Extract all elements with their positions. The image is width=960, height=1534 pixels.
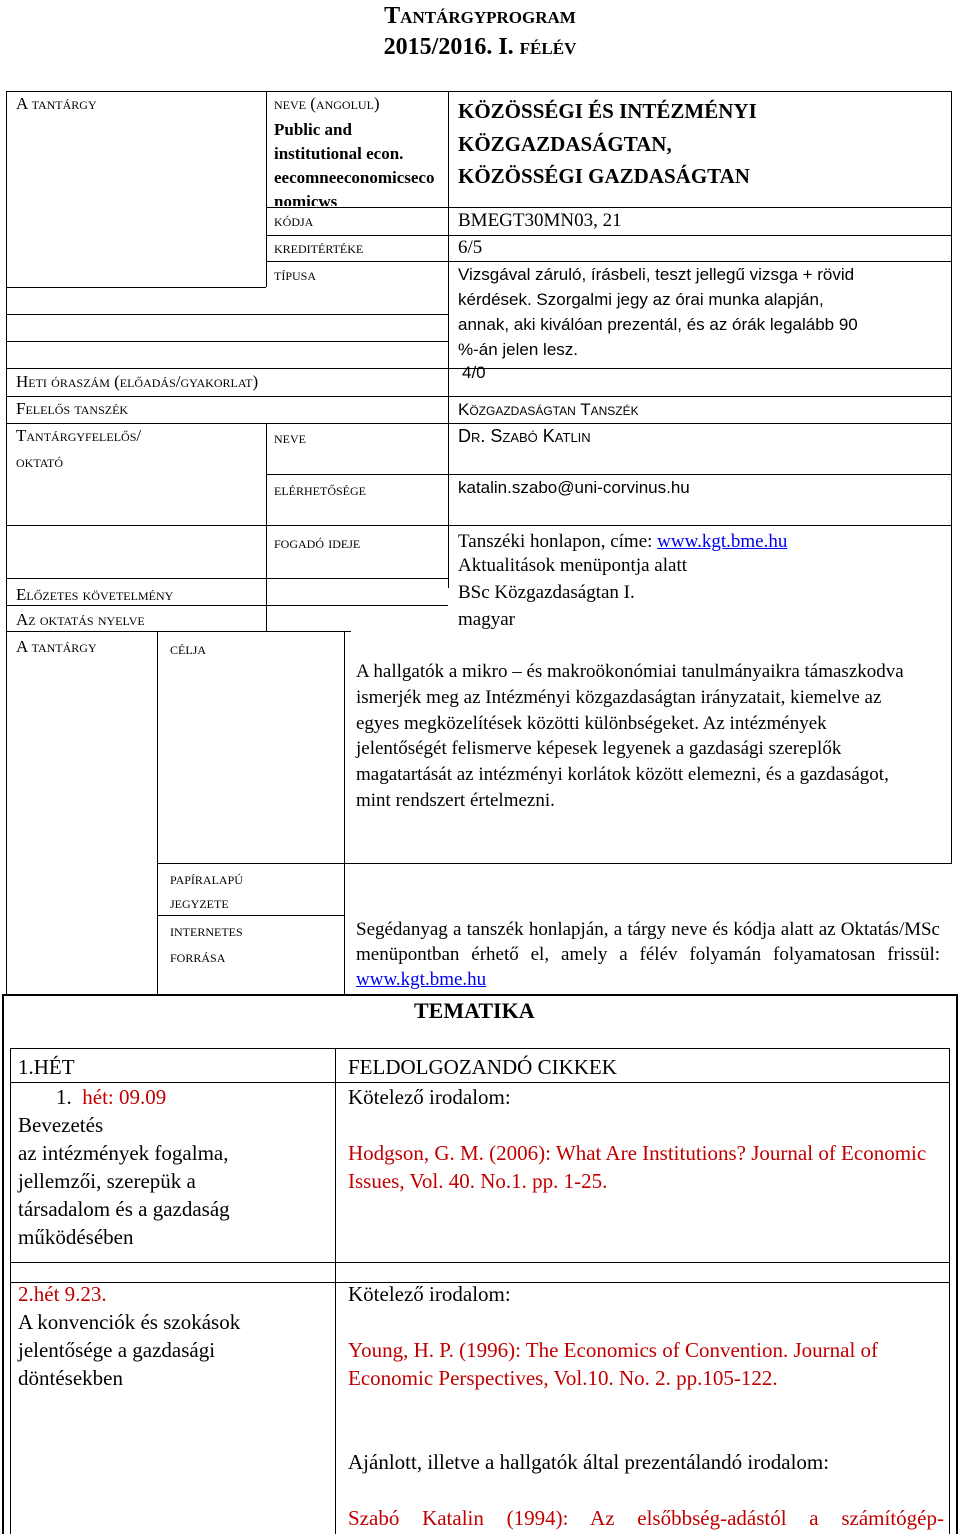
label-online-1: internetes [170, 921, 243, 940]
person-name: Dr. Szabó Katlin [458, 426, 591, 446]
label-responsible-1: Tantárgyfelelős/ [16, 426, 142, 445]
label-person-name: neve [274, 428, 306, 447]
tematika-title: TEMATIKA [414, 998, 535, 1023]
online-source-desc: Segédanyag a tanszék honlapján, a tárgy neve és kódja alatt az Oktatás/MSc menüpontban érhető el, amely a félév folyamán folyamatosan frissül: [356, 919, 940, 965]
type-line-2: kérdések. Szorgalmi jegy az órai munka alapján, [458, 290, 824, 309]
label-type: típusa [274, 265, 317, 284]
type-line-1: Vizsgával záruló, írásbeli, teszt jellegű vizsga + rövid [458, 265, 855, 284]
label-language: Az oktatás nyelve [16, 610, 145, 629]
week2-description: A konvenciók és szokások jelentősége a gazdasági döntésekben [18, 1310, 241, 1390]
course-name-2: KÖZGAZDASÁGTAN, [458, 132, 672, 156]
office-hours-line-1 [458, 529, 787, 554]
label-code: kódja [274, 211, 314, 230]
week2-reference: Young, H. P. (1996): The Economics of Convention. Journal of Economic Perspectives, Vol.10. No. 2. pp.105-122. [348, 1338, 879, 1390]
week2-required-label: Kötelező irodalom: [348, 1282, 511, 1306]
articles-column-header: FELDOLGOZANDÓ CIKKEK [348, 1055, 617, 1079]
type-line-4: %-án jelen lesz. [458, 340, 579, 359]
office-hours-prefix: Tanszéki honlapon, címe: [458, 531, 658, 552]
week1-description: az intézmények fogalma, jellemzői, szerepük a társadalom és a gazdaság működésében [18, 1141, 230, 1249]
label-goal: célja [170, 639, 206, 658]
name-english-2: institutional econ. [274, 144, 404, 163]
week2-date: 2.hét 9.23. [18, 1282, 107, 1306]
online-source-link[interactable]: www.kgt.bme.hu [356, 969, 487, 990]
label-office-hours: fogadó ideje [274, 533, 361, 552]
week1-number: 1. hét: 09.09 [56, 1085, 167, 1109]
course-credit: 6/5 [458, 237, 483, 258]
week1-title: Bevezetés [18, 1113, 104, 1137]
type-line-3: annak, aki kiválóan prezentál, és az órák legalább 90 [458, 315, 858, 334]
name-english-3: eecomneeconomicseco [274, 168, 435, 187]
label-notes-1: papíralapú [170, 869, 243, 888]
label-name-english: neve (angolul) [274, 94, 380, 113]
semester-label: 2015/2016. I. félév [383, 34, 577, 60]
office-hours-line-2: Aktualitások menüpontja alatt [458, 555, 688, 576]
week1-date: hét: 09.09 [82, 1085, 167, 1109]
label-prerequisite: Előzetes követelmény [16, 585, 174, 604]
goal-text: A hallgatók a mikro – és makroökonómiai tanulmányaikra támaszkodva ismerjék meg az Intézményi közgazdaságtan irányzatait, kiemelve az egyes megközelítések közötti különbségeket. Az intézmények jelentőségét felismerve képesek legyenek a gazdasági szereplők magatartását az intézményi korlátok között elemezni, és a gazdaságot, mint rendszert értelmezni. [356, 661, 904, 811]
document-title: Tantárgyprogram [384, 3, 576, 29]
label-department: Felelős tanszék [16, 399, 129, 418]
department: Közgazdaságtan Tanszék [458, 400, 639, 419]
label-subject: A tantárgy [16, 94, 97, 113]
language: magyar [458, 609, 515, 630]
label-contact: elérhetősége [274, 480, 366, 499]
label-notes-2: jegyzete [170, 893, 229, 912]
week2-recommended-label: Ajánlott, illetve a hallgatók által prezentálandó irodalom: [348, 1450, 830, 1474]
week1-required-label: Kötelező irodalom: [348, 1085, 511, 1109]
label-responsible-2: oktató [16, 452, 64, 471]
office-hours-link[interactable]: www.kgt.bme.hu [657, 531, 788, 552]
course-type [458, 262, 858, 362]
course-code: BMEGT30MN03, 21 [458, 210, 622, 231]
prerequisite: BSc Közgazdaságtan I. [458, 582, 635, 603]
week1-reference: Hodgson, G. M. (2006): What Are Institutions? Journal of Economic Issues, Vol. 40. No.1. pp. 1-25. [348, 1141, 927, 1193]
week-column-header: 1.HÉT [18, 1055, 75, 1079]
name-english-1: Public and [274, 120, 352, 139]
label-subject-goal: A tantárgy [16, 637, 97, 656]
course-name-1: KÖZÖSSÉGI ÉS INTÉZMÉNYI [458, 99, 757, 123]
label-online-2: forrása [170, 947, 226, 966]
contact-email[interactable]: katalin.szabo@uni-corvinus.hu [458, 478, 690, 497]
weekly-hours: 4/0 [462, 363, 486, 382]
course-name-3: KÖZÖSSÉGI GAZDASÁGTAN [458, 164, 750, 188]
label-credit: kreditértéke [274, 238, 364, 257]
name-english-4: nomicws [274, 192, 338, 206]
online-source-text [356, 917, 940, 992]
week2-recommended-reference: Szabó Katalin (1994): Az elsőbbség-adástól a számítógép- [348, 1506, 944, 1530]
label-weekly-hours: Heti óraszám (előadás/gyakorlat) [16, 372, 259, 391]
